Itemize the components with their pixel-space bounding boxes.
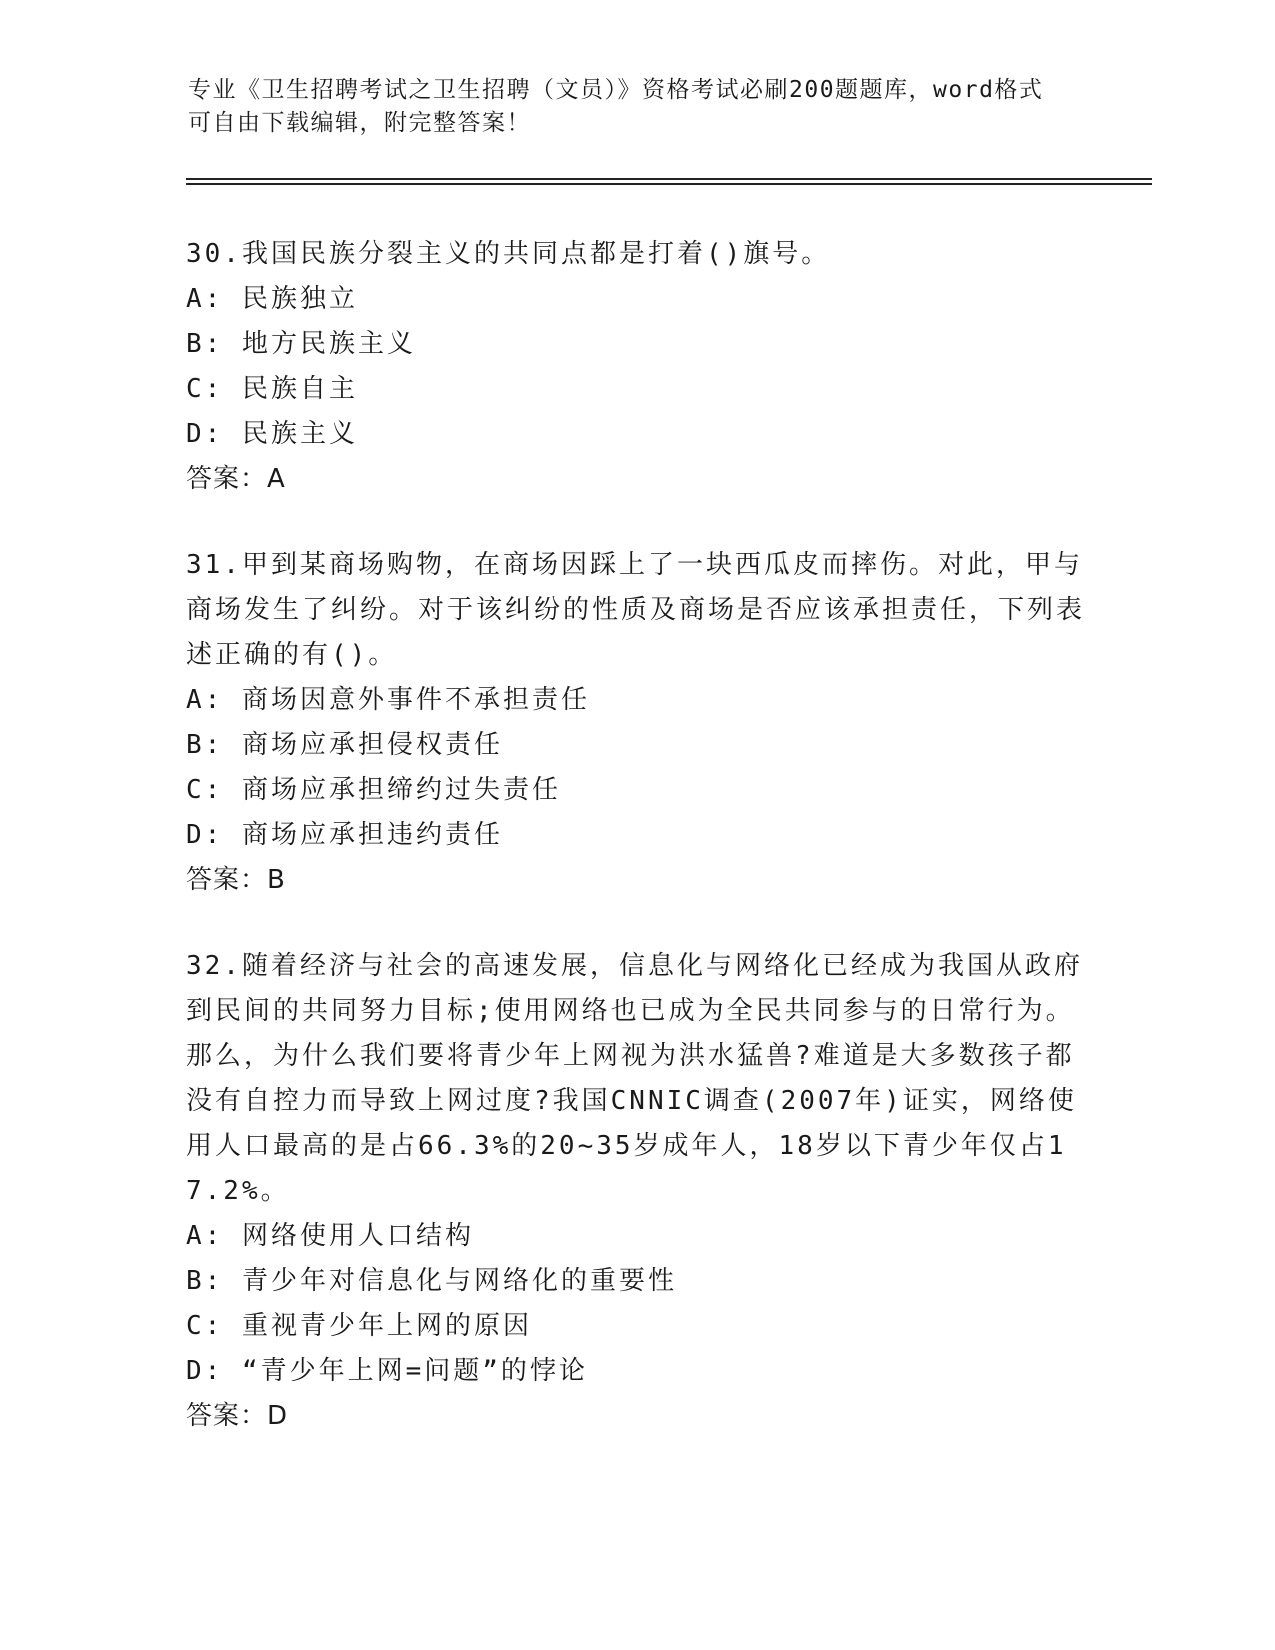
answer: 答案：D bbox=[186, 1401, 289, 1431]
option-d: D: “青少年上网=问题”的悖论 bbox=[186, 1356, 588, 1386]
option-b: B: 商场应承担侵权责任 bbox=[186, 730, 503, 760]
option-b: B: 地方民族主义 bbox=[186, 329, 416, 359]
question-30 bbox=[186, 232, 1086, 502]
option-b: B: 青少年对信息化与网络化的重要性 bbox=[186, 1266, 677, 1296]
option-d: D: 民族主义 bbox=[186, 419, 358, 449]
option-d: D: 商场应承担违约责任 bbox=[186, 820, 503, 850]
answer: 答案：A bbox=[186, 464, 286, 494]
header-divider-bottom bbox=[186, 183, 1152, 185]
question-stem: 30.我国民族分裂主义的共同点都是打着()旗号。 bbox=[186, 239, 831, 269]
question-31 bbox=[186, 543, 1086, 903]
question-stem: 32.随着经济与社会的高速发展，信息化与网络化已经成为我国从政府到民间的共同努力目标;使用网络也已成为全民共同参与的日常行为。那么，为什么我们要将青少年上网视为洪水猛兽?难道是大多数孩子都没有自控力而导致上网过度?我国CNNIC调查(2007年)证实，网络使用人口最高的是占66.3%的20~35岁成年人，18岁以下青少年仅占17.2%。 bbox=[186, 951, 1083, 1206]
option-c: C: 商场应承担缔约过失责任 bbox=[186, 775, 561, 805]
option-c: C: 民族自主 bbox=[186, 374, 358, 404]
header-divider-top bbox=[186, 178, 1152, 180]
question-list bbox=[186, 232, 1086, 1480]
question-stem: 31.甲到某商场购物，在商场因踩上了一块西瓜皮而摔伤。对此，甲与商场发生了纠纷。对于该纠纷的性质及商场是否应该承担责任，下列表述正确的有()。 bbox=[186, 550, 1086, 670]
document-header bbox=[188, 74, 1068, 140]
option-a: A: 网络使用人口结构 bbox=[186, 1221, 474, 1251]
question-32 bbox=[186, 944, 1086, 1439]
answer: 答案：B bbox=[186, 865, 286, 895]
header-line-2: 可自由下载编辑，附完整答案！ bbox=[188, 110, 531, 136]
option-a: A: 商场因意外事件不承担责任 bbox=[186, 685, 590, 715]
option-a: A: 民族独立 bbox=[186, 284, 358, 314]
option-c: C: 重视青少年上网的原因 bbox=[186, 1311, 532, 1341]
header-line-1: 专业《卫生招聘考试之卫生招聘（文员）》资格考试必刷200题题库，word格式 bbox=[188, 77, 1044, 103]
